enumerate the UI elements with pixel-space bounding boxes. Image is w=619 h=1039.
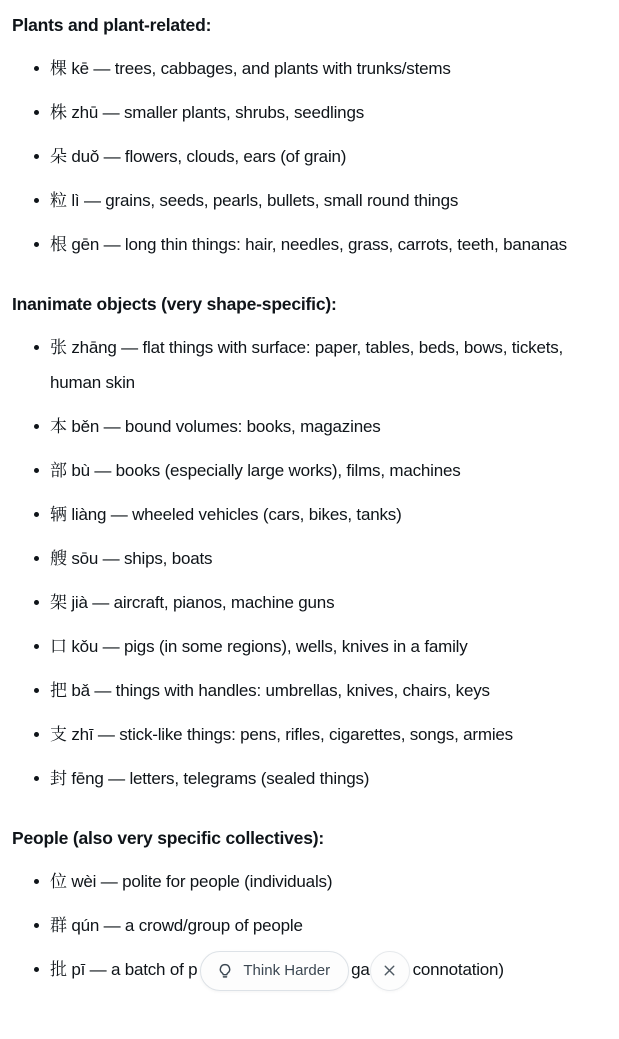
- list-item: [50, 864, 607, 899]
- list-item: [50, 673, 607, 708]
- item-text: 部 bù — books (especially large works), films, machines: [50, 461, 461, 480]
- close-button[interactable]: [370, 951, 410, 991]
- think-harder-label: Think Harder: [243, 962, 331, 980]
- item-text: 本 běn — bound volumes: books, magazines: [50, 417, 381, 436]
- list-item: [50, 908, 607, 943]
- list-item: [50, 629, 607, 664]
- item-text: 架 jià — aircraft, pianos, machine guns: [50, 593, 335, 612]
- item-text-before: 批 pī — a batch of p: [50, 960, 198, 979]
- item-text: 株 zhū — smaller plants, shrubs, seedlings: [50, 103, 364, 122]
- think-harder-button[interactable]: [200, 951, 349, 991]
- sections-container: [12, 13, 607, 987]
- item-text: 位 wèi — polite for people (individuals): [50, 872, 333, 891]
- section: [12, 13, 607, 262]
- list-item: [50, 585, 607, 620]
- list-item: [50, 952, 607, 987]
- list-item: [50, 139, 607, 174]
- close-icon: [381, 962, 398, 979]
- list-item: [50, 409, 607, 444]
- item-text: 艘 sōu — ships, boats: [50, 549, 213, 568]
- item-text: 口 kǒu — pigs (in some regions), wells, knives in a family: [50, 637, 468, 656]
- section-heading: Plants and plant-related:: [12, 15, 212, 35]
- section-heading: Inanimate objects (very shape-specific):: [12, 294, 337, 314]
- item-text: 棵 kē — trees, cabbages, and plants with trunks/stems: [50, 59, 451, 78]
- list-item: [50, 541, 607, 576]
- list-item: [50, 330, 607, 400]
- item-text: 张 zhāng — flat things with surface: paper, tables, beds, bows, tickets, human skin: [50, 338, 564, 392]
- item-text: 把 bǎ — things with handles: umbrellas, knives, chairs, keys: [50, 681, 490, 700]
- list-item: [50, 95, 607, 130]
- item-text: 支 zhī — stick-like things: pens, rifles, cigarettes, songs, armies: [50, 725, 513, 744]
- item-text: 根 gēn — long thin things: hair, needles, grass, carrots, teeth, bananas: [50, 235, 567, 254]
- list-item: [50, 51, 607, 86]
- item-text: 朵 duǒ — flowers, clouds, ears (of grain): [50, 147, 347, 166]
- lightbulb-icon: [216, 962, 234, 980]
- item-text: 粒 lì — grains, seeds, pearls, bullets, small round things: [50, 191, 459, 210]
- item-text-after: connotation): [412, 960, 504, 979]
- list-item: [50, 497, 607, 532]
- item-text: 封 fēng — letters, telegrams (sealed things): [50, 769, 370, 788]
- section: [12, 826, 607, 987]
- item-text: 辆 liàng — wheeled vehicles (cars, bikes, tanks): [50, 505, 402, 524]
- list-item: [50, 761, 607, 796]
- classifier-list: [12, 330, 607, 796]
- list-item: [50, 453, 607, 488]
- list-item: [50, 227, 607, 262]
- section: [12, 292, 607, 796]
- item-text: 群 qún — a crowd/group of people: [50, 916, 303, 935]
- classifier-list: [12, 864, 607, 987]
- classifier-list: [12, 51, 607, 262]
- list-item: [50, 717, 607, 752]
- item-text-mid: ga: [351, 960, 370, 979]
- section-heading: People (also very specific collectives):: [12, 828, 325, 848]
- list-item: [50, 183, 607, 218]
